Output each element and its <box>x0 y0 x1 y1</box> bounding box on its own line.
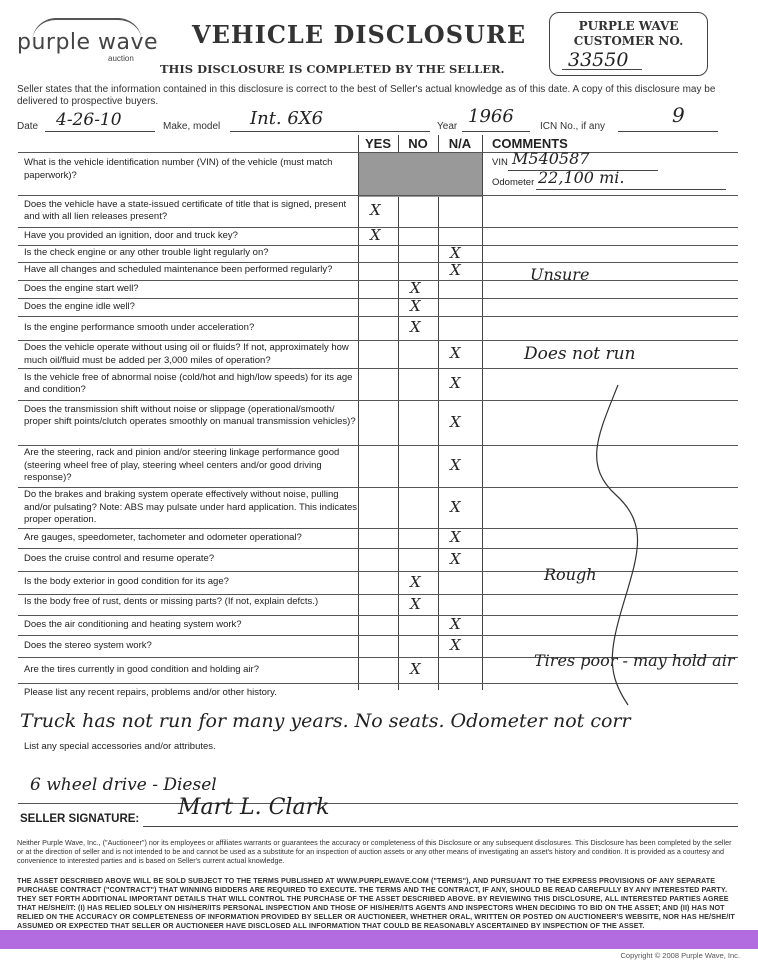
date-value[interactable]: 4-26-10 <box>56 110 122 130</box>
logo-subtext: auction <box>108 54 134 63</box>
make-label: Make, model <box>163 121 221 132</box>
year-label: Year <box>437 121 458 132</box>
answer-mark-no[interactable]: X <box>410 594 421 613</box>
answer-mark-no[interactable]: X <box>410 318 421 336</box>
question-text: Is the vehicle free of abnormal noise (cold/hot and high/low speeds) for its age and condition? <box>24 371 353 395</box>
page-subtitle: THIS DISCLOSURE IS COMPLETED BY THE SELLER. <box>160 62 505 76</box>
question-text: Does the air conditioning and heating system work? <box>24 618 242 630</box>
comment-text[interactable]: Unsure <box>530 265 590 284</box>
logo: purple wave <box>17 30 159 55</box>
answer-mark-yes[interactable]: X <box>370 201 381 219</box>
date-label: Date <box>17 121 39 132</box>
row-rule <box>18 368 738 369</box>
comment-text[interactable]: Does not run <box>524 344 636 364</box>
vin-label: VIN <box>492 157 508 168</box>
row-rule <box>18 280 738 281</box>
disclosure-table <box>18 135 738 825</box>
answer-mark-na[interactable]: X <box>450 497 461 516</box>
accessories-label: List any special accessories and/or attributes. <box>24 741 216 752</box>
row-rule <box>18 316 738 317</box>
customer-label-2: CUSTOMER NO. <box>573 34 684 48</box>
signature-rule <box>18 803 738 804</box>
answer-mark-na[interactable]: X <box>450 549 461 568</box>
odometer-underline <box>536 189 726 190</box>
question-text: Is the body free of rust, dents or missing parts? (If not, explain defcts.) <box>24 596 319 607</box>
question-text: Is the check engine or any other trouble light regularly on? <box>24 247 269 259</box>
answer-mark-no[interactable]: X <box>410 572 421 591</box>
question-text: Are gauges, speedometer, tachometer and odometer operational? <box>24 531 302 543</box>
vin-shaded-cells <box>359 153 482 197</box>
question-text: Is the engine performance smooth under acceleration? <box>24 321 255 333</box>
question-text: Have you provided an ignition, door and truck key? <box>24 229 238 241</box>
question-text: Have all changes and scheduled maintenance been performed regularly? <box>24 264 333 275</box>
answer-mark-na[interactable]: X <box>450 374 461 392</box>
highlight-bar <box>0 930 758 949</box>
answer-mark-na[interactable]: X <box>450 636 461 654</box>
year-value[interactable]: 1966 <box>468 106 514 127</box>
answer-mark-na[interactable]: X <box>450 243 461 262</box>
col-divider-na <box>438 135 439 690</box>
header-no: NO <box>408 136 428 151</box>
question-text: Does the transmission shift without noise or slippage (operational/smooth/ proper shift points/clutch operates smoothly on manual transmission vehicles)? <box>24 403 356 428</box>
answer-mark-na[interactable]: X <box>450 412 461 431</box>
answer-mark-na[interactable]: X <box>450 261 461 279</box>
customer-number-value[interactable]: 33550 <box>568 49 629 71</box>
header-comments: COMMENTS <box>492 136 568 151</box>
answer-mark-na[interactable]: X <box>450 456 461 474</box>
row-rule <box>18 262 738 263</box>
comment-text[interactable]: Rough <box>544 565 597 584</box>
answer-mark-na[interactable]: X <box>450 344 461 362</box>
customer-number-box <box>549 12 708 76</box>
answer-mark-no[interactable]: X <box>410 297 421 315</box>
repairs-value[interactable]: Truck has not run for many years. No seats. Odometer not corr <box>20 710 631 732</box>
vin-value[interactable]: M540587 <box>512 149 590 168</box>
signature-value[interactable]: Mart L. Clark <box>178 795 330 820</box>
terms-text: THE ASSET DESCRIBED ABOVE WILL BE SOLD SUBJECT TO THE TERMS PUBLISHED AT WWW.PURPLEWAVE.COM ("TERMS"), AND PURSUANT TO THE EXPRESS PROVISIONS OF ANY SEPARATE PURCHASE CONTRACT ("CONTRACT") THAT WINNING BIDDERS ARE REQUIRED TO EXECUTE. THE TERMS AND THE CONTRACT, IF ANY, SHOULD BE READ CAREFULLY BY ANY INTERESTED PARTY. THEY SET FORTH ADDITIONAL IMPORTANT DETAILS THAT WILL CONTROL THE PURCHASE OF THE ASSET DESCRIBED ABOVE. BY REVIEWING THIS DISCLOSURE, ALL INTERESTED PARTIES AGREE THAT HE/SHE/IT: (I) HAS RELIED SOLELY ON HIS/HER/ITS PERSONAL INSPECTION AND THOSE OF HIS/HER/ITS AGENTS AND INSPECTORS WHEN DECIDING TO BID ON THE ASSET; AND (II) HAS NOT RELIED ON THE ACCURACY OR COMPLETENESS OF INFORMATION PROVIDED BY SELLER OR AUCTIONEER, WHETHER ORAL, WRITTEN OR POSTED ON AUCTIONEER'S WEBSITE, NOR HAS HE/SHE/IT ASSUMED OR EXPECTED THAT SELLER OR AUCTIONEER HAVE DISCLOSED ALL INFORMATION THAT COULD BE REASONABLY ASCERTAINED BY INSPECTION OF THE ASSET. <box>17 876 735 930</box>
page-title: VEHICLE DISCLOSURE <box>192 20 527 49</box>
year-underline <box>462 131 530 132</box>
header-na: N/A <box>448 136 472 151</box>
question-text: Are the tires currently in good condition and holding air? <box>24 663 260 675</box>
answer-mark-no[interactable]: X <box>410 660 421 678</box>
make-value[interactable]: Int. 6X6 <box>250 108 324 129</box>
comment-continuation-line <box>578 375 658 715</box>
row-rule <box>18 298 738 299</box>
question-text: Does the vehicle operate without using oil or fluids? If not, approximately how much oil/fluid must be added per 3,000 miles of operation? <box>24 342 349 366</box>
customer-label-1: PURPLE WAVE <box>578 19 679 33</box>
answer-mark-na[interactable]: X <box>450 528 461 546</box>
make-underline <box>230 131 430 132</box>
repairs-label: Please list any recent repairs, problems and/or other history. <box>24 687 277 698</box>
col-divider-comments <box>482 135 483 690</box>
disclaimer: Neither Purple Wave, Inc., ("Auctioneer") nor its employees or affiliates warrants or guarantees the accuracy or completeness of this Disclosure or any subsequent disclosures. This Disclosure has been completed by the seller or at the direction of seller and is not intended to be and cannot be used as a substitute for an inspection of auction assets or any other means of investigating an asset's history and condition. It is provided as a courtesy and convenience to interested parties and is based on Seller's current actual knowledge. <box>17 838 732 865</box>
odometer-value[interactable]: 22,100 mi. <box>538 168 625 187</box>
question-text: Do the brakes and braking system operate effectively without noise, pulling and/or pulsating? Note: ABS may pulsate under hard application. This indicates proper operation. <box>24 489 358 525</box>
row-rule <box>18 195 738 196</box>
icn-value[interactable]: 9 <box>672 103 685 127</box>
vin-question: What is the vehicle identification number (VIN) of the vehicle (must match paperwork)? <box>24 157 333 181</box>
question-text: Does the engine start well? <box>24 282 139 294</box>
question-text: Does the stereo system work? <box>24 639 152 651</box>
row-rule <box>18 245 738 246</box>
question-text: Is the body exterior in good condition for its age? <box>24 576 229 588</box>
comment-text[interactable]: Tires poor - may hold air <box>534 651 735 670</box>
icn-underline <box>618 131 718 132</box>
date-underline <box>45 131 155 132</box>
accessories-value[interactable]: 6 wheel drive - Diesel <box>30 775 217 795</box>
signature-label: SELLER SIGNATURE: <box>20 813 140 825</box>
question-text: Are the steering, rack and pinion and/or steering linkage performance good (steering wheel free of play, steering wheel centers and/or good driving response)? <box>24 447 340 484</box>
copyright: Copyright © 2008 Purple Wave, Inc. <box>620 951 740 960</box>
header-yes: YES <box>364 136 391 151</box>
answer-mark-yes[interactable]: X <box>370 226 381 244</box>
question-text: Does the vehicle have a state-issued certificate of title that is signed, present and with all lien releases present? <box>24 198 347 222</box>
question-text: Does the engine idle well? <box>24 300 135 312</box>
signature-underline <box>143 826 738 827</box>
odometer-label: Odometer <box>492 177 535 188</box>
icn-label: ICN No., if any <box>540 121 606 132</box>
question-text: Does the cruise control and resume operate? <box>24 553 215 565</box>
customer-number-underline <box>562 69 642 70</box>
col-divider-no <box>398 135 399 690</box>
answer-mark-na[interactable]: X <box>450 615 461 633</box>
row-rule <box>18 340 738 341</box>
intro-text: Seller states that the information contained in this disclosure is correct to the best of Seller's actual knowledge as of this date. A copy of this disclosure may be delivered to prospective buyers. <box>17 84 716 107</box>
answer-mark-no[interactable]: X <box>410 279 421 297</box>
